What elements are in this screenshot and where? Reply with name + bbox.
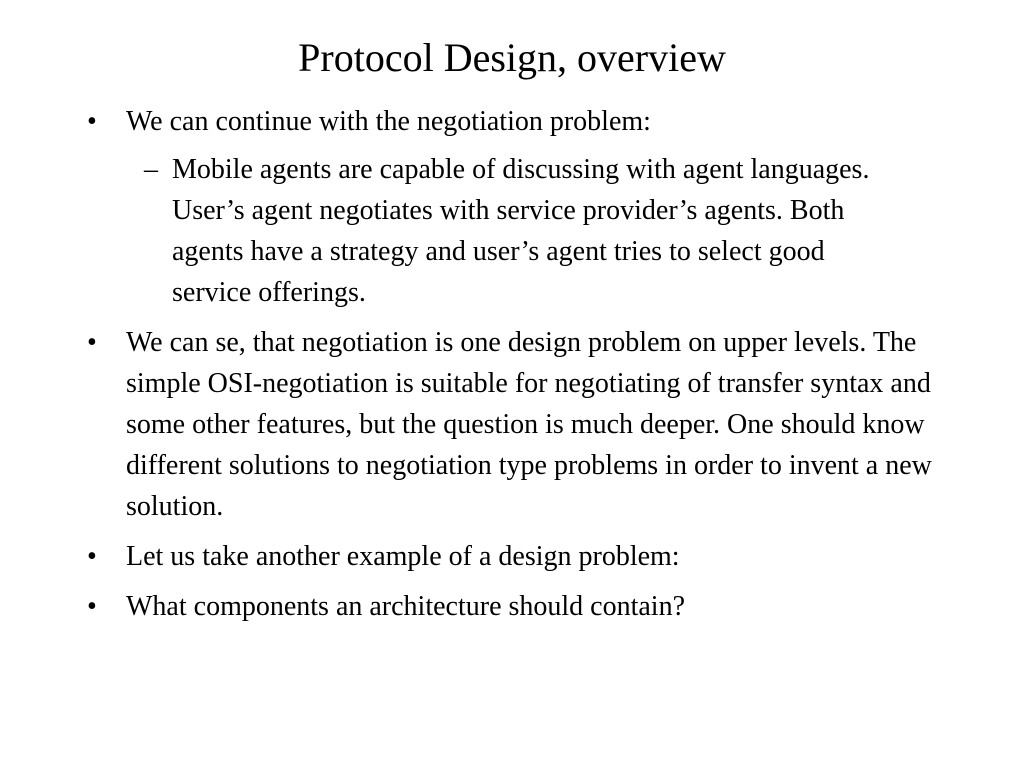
bullet-text: We can continue with the negotiation problem: xyxy=(126,106,651,137)
bullet-item xyxy=(82,322,982,527)
slide-title: Protocol Design, overview xyxy=(298,35,726,80)
sub-bullet-item xyxy=(126,149,872,313)
bullet-item xyxy=(82,101,982,313)
dash-marker: – xyxy=(144,154,158,185)
sub-bullet-text: Mobile agents are capable of discussing with agent languages. User’s agent negotiates with service provider’s agents. Both agents have a strategy and user’s agent tries to select good service offerings. xyxy=(172,154,870,308)
bullet-item xyxy=(82,586,982,627)
bullet-item xyxy=(82,536,982,577)
bullet-marker: • xyxy=(87,106,97,137)
sub-bullet-list xyxy=(126,149,982,313)
bullet-text: We can se, that negotiation is one design problem on upper levels. The simple OSI-negotiation is suitable for negotiating of transfer syntax and some other features, but the question is much deeper. One should know different solutions to negotiation type problems in order to invent a new solution. xyxy=(126,327,932,522)
bullet-text: What components an architecture should contain? xyxy=(126,591,686,622)
bullet-list xyxy=(82,101,982,636)
bullet-marker: • xyxy=(87,591,97,622)
bullet-text: Let us take another example of a design problem: xyxy=(126,541,680,572)
bullet-marker: • xyxy=(87,541,97,572)
bullet-marker: • xyxy=(87,327,97,358)
